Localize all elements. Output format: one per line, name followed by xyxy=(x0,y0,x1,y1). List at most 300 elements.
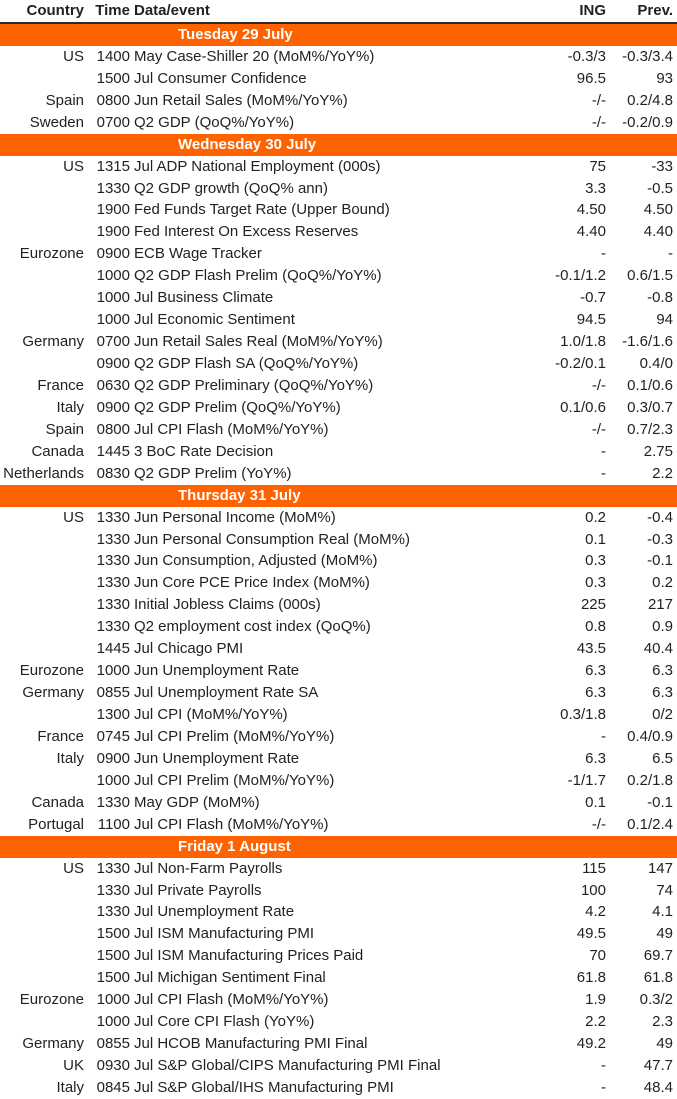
time-cell: 0830 xyxy=(96,464,130,482)
time-cell: 0900 xyxy=(96,355,130,372)
table-row xyxy=(0,945,677,967)
ing-forecast-cell: 6.3 xyxy=(585,684,606,702)
table-row xyxy=(0,880,677,902)
country-cell xyxy=(0,923,90,945)
ing-forecast-cell: -/- xyxy=(591,420,606,438)
event-cell: Jun Personal Consumption Real (MoM%) xyxy=(134,530,410,548)
country-cell xyxy=(0,967,90,989)
previous-value-cell: 6.3 xyxy=(652,684,673,702)
time-cell: 1330 xyxy=(96,903,130,921)
ing-forecast-cell: 4.40 xyxy=(576,223,606,241)
table-row xyxy=(0,265,677,287)
country-cell xyxy=(0,507,90,529)
previous-value-cell: 2.3 xyxy=(652,1013,673,1031)
time-cell: 1900 xyxy=(96,223,130,241)
time-cell: 1330 xyxy=(96,508,130,526)
ing-forecast-cell: 0.8 xyxy=(585,618,606,636)
previous-value-cell: 2.2 xyxy=(652,464,673,482)
time-cell: 0800 xyxy=(96,91,130,109)
table-row xyxy=(0,682,677,704)
table-row xyxy=(0,375,677,397)
time-cell: 1000 xyxy=(96,771,130,789)
time-cell: 1330 xyxy=(96,859,130,877)
country-cell xyxy=(0,858,90,880)
event-cell: Jul Unemployment Rate SA xyxy=(134,684,319,702)
time-cell: 0745 xyxy=(96,727,130,745)
country-cell xyxy=(0,441,90,463)
country-cell xyxy=(0,792,90,814)
ing-forecast-cell: 115 xyxy=(582,859,606,877)
previous-value-cell: 0.2 xyxy=(652,574,673,592)
table-row xyxy=(0,529,677,551)
header-row xyxy=(0,0,677,23)
event-cell: Jul Non-Farm Payrolls xyxy=(134,859,283,877)
country-cell xyxy=(0,243,90,265)
country-label: UK xyxy=(63,1057,84,1074)
table-row xyxy=(0,112,677,134)
table-row xyxy=(0,1077,677,1099)
country-label: US xyxy=(63,47,84,65)
time-cell: 1330 xyxy=(96,179,130,197)
time-cell: 1500 xyxy=(96,69,130,87)
table-row xyxy=(0,770,677,792)
table-row xyxy=(0,967,677,989)
ing-forecast-cell: -0.7 xyxy=(580,289,606,307)
country-label: Germany xyxy=(22,333,84,351)
country-cell xyxy=(0,1055,90,1077)
table-row xyxy=(0,638,677,660)
event-cell: Jul CPI Flash (MoM%/YoY%) xyxy=(134,815,329,833)
table-row xyxy=(0,923,677,945)
ing-forecast-cell: 3.3 xyxy=(585,179,606,197)
previous-value-cell: -0.1 xyxy=(647,793,673,811)
ing-forecast-cell: 6.3 xyxy=(585,662,606,680)
ing-forecast-cell: -0.3/3 xyxy=(567,47,606,65)
ing-forecast-cell: 96.5 xyxy=(576,69,606,87)
time-cell: 0700 xyxy=(96,333,130,351)
event-cell: ECB Wage Tracker xyxy=(134,245,262,263)
table-row xyxy=(0,572,677,594)
event-cell: Jun Personal Income (MoM%) xyxy=(134,508,336,526)
country-cell xyxy=(0,550,90,572)
time-cell: 1330 xyxy=(96,793,130,811)
table-row xyxy=(0,463,677,485)
country-cell xyxy=(0,353,90,375)
country-cell xyxy=(0,375,90,397)
country-cell xyxy=(0,112,90,134)
previous-value-cell: -0.3/3.4 xyxy=(622,47,673,65)
previous-value-cell: 0.4/0.9 xyxy=(627,727,673,745)
country-cell xyxy=(0,529,90,551)
day-label: Wednesday 30 July xyxy=(0,134,677,156)
country-label: Netherlands xyxy=(3,464,84,482)
previous-value-cell: 69.7 xyxy=(643,947,673,965)
time-cell: 1900 xyxy=(96,201,130,219)
table-row xyxy=(0,199,677,221)
table-row xyxy=(0,287,677,309)
time-cell: 1500 xyxy=(96,969,130,987)
table-row xyxy=(0,441,677,463)
previous-value-cell: 0.4/0 xyxy=(639,355,673,372)
table-row xyxy=(0,726,677,748)
ing-forecast-cell: -0.1/1.2 xyxy=(555,267,606,285)
country-cell xyxy=(0,880,90,902)
day-label: Tuesday 29 July xyxy=(0,23,677,46)
time-cell: 1300 xyxy=(96,706,130,723)
previous-value-cell: 48.4 xyxy=(643,1078,673,1096)
table-row xyxy=(0,397,677,419)
table-row xyxy=(0,178,677,200)
table-row xyxy=(0,331,677,353)
event-cell: Jun Retail Sales (MoM%/YoY%) xyxy=(134,91,348,109)
table-row xyxy=(0,989,677,1011)
time-cell: 1000 xyxy=(96,1013,130,1031)
previous-value-cell: 147 xyxy=(647,859,673,877)
ing-forecast-cell: - xyxy=(601,464,606,482)
time-cell: 1500 xyxy=(96,925,130,943)
country-cell xyxy=(0,156,90,178)
country-label: Canada xyxy=(31,793,84,811)
day-header-row xyxy=(0,134,677,156)
ing-forecast-cell: 1.9 xyxy=(585,991,606,1009)
previous-value-cell: 4.1 xyxy=(652,903,673,921)
country-cell xyxy=(0,594,90,616)
event-cell: Jul Private Payrolls xyxy=(134,881,262,899)
time-cell: 1100 xyxy=(97,815,130,833)
ing-forecast-cell: -/- xyxy=(591,815,606,833)
country-cell xyxy=(0,945,90,967)
previous-value-cell: 4.40 xyxy=(643,223,673,241)
country-cell xyxy=(0,309,90,331)
country-cell xyxy=(0,46,90,68)
ing-forecast-cell: 70 xyxy=(589,947,606,965)
event-cell: Jun Core PCE Price Index (MoM%) xyxy=(134,574,370,592)
time-cell: 1330 xyxy=(96,618,130,636)
time-cell: 1330 xyxy=(96,552,130,570)
country-label: Spain xyxy=(45,420,84,438)
previous-value-cell: 0.1/2.4 xyxy=(627,815,673,833)
time-cell: 0900 xyxy=(96,398,130,416)
event-cell: Jul HCOB Manufacturing PMI Final xyxy=(134,1035,368,1053)
previous-value-cell: -0.2/0.9 xyxy=(622,113,673,131)
ing-forecast-cell: -/- xyxy=(591,113,606,131)
previous-value-cell: 4.50 xyxy=(643,201,673,219)
previous-value-cell: 0.9 xyxy=(652,618,673,636)
time-cell: 1000 xyxy=(96,662,130,680)
previous-value-cell: -0.1 xyxy=(647,552,673,570)
event-cell: Q2 employment cost index (QoQ%) xyxy=(134,618,371,636)
table-row xyxy=(0,792,677,814)
event-cell: Jun Unemployment Rate xyxy=(134,749,300,767)
previous-value-cell: - xyxy=(668,245,673,263)
country-cell xyxy=(0,989,90,1011)
country-label: Eurozone xyxy=(19,662,84,680)
ing-forecast-cell: -1/1.7 xyxy=(567,771,606,789)
table-row xyxy=(0,616,677,638)
ing-forecast-cell: 1.0/1.8 xyxy=(560,333,606,351)
ing-forecast-cell: 61.8 xyxy=(576,969,606,987)
previous-value-cell: 6.3 xyxy=(652,662,673,680)
country-label: Eurozone xyxy=(19,245,84,263)
event-cell: Q2 GDP Flash Prelim (QoQ%/YoY%) xyxy=(134,267,382,285)
event-cell: Jun Retail Sales Real (MoM%/YoY%) xyxy=(134,333,383,351)
table-row xyxy=(0,353,677,375)
previous-value-cell: 49 xyxy=(656,925,673,943)
table-row xyxy=(0,46,677,68)
table-row xyxy=(0,507,677,529)
ing-forecast-cell: 49.5 xyxy=(576,925,606,943)
previous-value-cell: 217 xyxy=(647,596,673,614)
country-cell xyxy=(0,287,90,309)
event-cell: Jun Consumption, Adjusted (MoM%) xyxy=(134,552,378,570)
ing-forecast-cell: 0.3 xyxy=(585,574,606,592)
event-cell: Jul Business Climate xyxy=(134,289,274,307)
table-row xyxy=(0,704,677,726)
country-cell xyxy=(0,616,90,638)
previous-value-cell: 0.6/1.5 xyxy=(627,267,673,285)
ing-forecast-cell: 6.3 xyxy=(585,749,606,767)
table-row xyxy=(0,221,677,243)
country-label: France xyxy=(37,727,84,745)
event-cell: May GDP (MoM%) xyxy=(134,793,260,811)
country-label: US xyxy=(63,859,84,877)
previous-value-cell: 93 xyxy=(656,69,673,87)
day-header-row xyxy=(0,485,677,507)
country-cell xyxy=(0,397,90,419)
table-row xyxy=(0,901,677,923)
country-label: France xyxy=(37,376,84,394)
previous-value-cell: -33 xyxy=(651,157,673,175)
country-cell xyxy=(0,1077,90,1099)
ing-forecast-cell: 75 xyxy=(589,157,606,175)
ing-forecast-cell: 2.2 xyxy=(585,1013,606,1031)
country-cell xyxy=(0,265,90,287)
previous-value-cell: 0.3/2 xyxy=(639,991,673,1009)
country-cell xyxy=(0,901,90,923)
event-cell: Jul CPI Prelim (MoM%/YoY%) xyxy=(134,727,335,745)
country-cell xyxy=(0,682,90,704)
time-cell: 1000 xyxy=(96,267,130,285)
time-cell: 0900 xyxy=(96,749,130,767)
country-cell xyxy=(0,90,90,112)
country-label: Eurozone xyxy=(19,991,84,1009)
table-row xyxy=(0,550,677,572)
day-header-row xyxy=(0,23,677,46)
ing-forecast-cell: - xyxy=(601,245,606,263)
event-cell: Jul ADP National Employment (000s) xyxy=(134,157,381,175)
time-cell: 1330 xyxy=(96,881,130,899)
event-cell: Fed Funds Target Rate (Upper Bound) xyxy=(134,201,390,219)
time-cell: 1445 xyxy=(96,442,130,460)
time-cell: 0855 xyxy=(96,684,130,702)
time-cell: 1330 xyxy=(96,596,130,614)
previous-value-cell: 47.7 xyxy=(643,1057,673,1074)
country-label: Spain xyxy=(45,91,84,109)
country-cell xyxy=(0,463,90,485)
country-label: Sweden xyxy=(29,113,84,131)
country-cell xyxy=(0,221,90,243)
time-cell: 0700 xyxy=(96,113,130,131)
event-cell: Fed Interest On Excess Reserves xyxy=(134,223,359,241)
ing-forecast-cell: - xyxy=(601,1078,606,1096)
country-cell xyxy=(0,178,90,200)
previous-value-cell: -0.3 xyxy=(647,530,673,548)
event-cell: Q2 GDP Prelim (YoY%) xyxy=(134,464,292,482)
previous-value-cell: 0/2 xyxy=(652,706,673,723)
event-cell: Jul Michigan Sentiment Final xyxy=(134,969,326,987)
time-cell: 0930 xyxy=(96,1057,130,1074)
event-cell: Jul Unemployment Rate xyxy=(134,903,295,921)
event-cell: Jul S&P Global/IHS Manufacturing PMI xyxy=(134,1078,394,1096)
table-row xyxy=(0,1055,677,1077)
header-prev: Prev. xyxy=(612,0,677,23)
ing-forecast-cell: 225 xyxy=(580,596,606,614)
event-cell: Q2 GDP growth (QoQ% ann) xyxy=(134,179,328,197)
time-cell: 0630 xyxy=(96,376,130,394)
country-label: Canada xyxy=(31,442,84,460)
event-cell: Jul S&P Global/CIPS Manufacturing PMI Final xyxy=(134,1057,441,1074)
event-cell: Jul ISM Manufacturing PMI xyxy=(134,925,315,943)
ing-forecast-cell: -/- xyxy=(591,376,606,394)
table-row xyxy=(0,594,677,616)
country-label: Italy xyxy=(56,1078,84,1096)
ing-forecast-cell: 4.2 xyxy=(585,903,606,921)
table-row xyxy=(0,748,677,770)
ing-forecast-cell: 100 xyxy=(580,881,606,899)
ing-forecast-cell: 94.5 xyxy=(576,311,606,329)
table-row xyxy=(0,90,677,112)
ing-forecast-cell: - xyxy=(601,442,606,460)
event-cell: Jul CPI (MoM%/YoY%) xyxy=(134,706,288,723)
country-cell xyxy=(0,638,90,660)
event-cell: Jun Unemployment Rate xyxy=(134,662,300,680)
table-row xyxy=(0,1033,677,1055)
time-cell: 1400 xyxy=(96,47,130,65)
event-cell: Q2 GDP Flash SA (QoQ%/YoY%) xyxy=(134,355,359,372)
event-cell: Jul Core CPI Flash (YoY%) xyxy=(134,1013,315,1031)
day-label: Thursday 31 July xyxy=(0,485,677,507)
event-cell: Jul ISM Manufacturing Prices Paid xyxy=(134,947,364,965)
time-cell: 1330 xyxy=(96,574,130,592)
event-cell: Q2 GDP (QoQ%/YoY%) xyxy=(134,113,295,131)
country-cell xyxy=(0,726,90,748)
country-cell xyxy=(0,748,90,770)
previous-value-cell: 61.8 xyxy=(643,969,673,987)
header-country: Country xyxy=(0,0,90,23)
ing-forecast-cell: 43.5 xyxy=(576,640,606,658)
ing-forecast-cell: 0.3 xyxy=(585,552,606,570)
header-ing: ING xyxy=(545,0,612,23)
previous-value-cell: 0.3/0.7 xyxy=(627,398,673,416)
ing-forecast-cell: - xyxy=(601,1057,606,1074)
country-cell xyxy=(0,572,90,594)
ing-forecast-cell: 0.2 xyxy=(585,508,606,526)
table-row xyxy=(0,419,677,441)
country-cell xyxy=(0,419,90,441)
event-cell: Initial Jobless Claims (000s) xyxy=(134,596,321,614)
ing-forecast-cell: 4.50 xyxy=(576,201,606,219)
event-cell: Q2 GDP Preliminary (QoQ%/YoY%) xyxy=(134,376,374,394)
country-label: Germany xyxy=(22,1035,84,1053)
event-cell: Jul CPI Flash (MoM%/YoY%) xyxy=(134,420,329,438)
previous-value-cell: 40.4 xyxy=(643,640,673,658)
time-cell: 0800 xyxy=(96,420,130,438)
event-cell: Jul Consumer Confidence xyxy=(134,69,307,87)
country-label: Italy xyxy=(56,749,84,767)
country-label: Italy xyxy=(56,398,84,416)
country-cell xyxy=(0,331,90,353)
ing-forecast-cell: 0.1/0.6 xyxy=(560,398,606,416)
previous-value-cell: 0.7/2.3 xyxy=(627,420,673,438)
event-cell: May Case-Shiller 20 (MoM%/YoY%) xyxy=(134,47,375,65)
calendar-body xyxy=(0,23,677,1099)
table-row xyxy=(0,309,677,331)
country-cell xyxy=(0,199,90,221)
country-cell xyxy=(0,1033,90,1055)
time-cell: 0855 xyxy=(96,1035,130,1053)
ing-forecast-cell: -0.2/0.1 xyxy=(555,355,606,372)
table-row xyxy=(0,858,677,880)
country-label: Germany xyxy=(22,684,84,702)
country-cell xyxy=(0,660,90,682)
previous-value-cell: 6.5 xyxy=(652,749,673,767)
country-cell xyxy=(0,1011,90,1033)
ing-forecast-cell: 0.1 xyxy=(585,793,606,811)
ing-forecast-cell: - xyxy=(601,727,606,745)
event-cell: 3 BoC Rate Decision xyxy=(134,442,274,460)
event-cell: Jul CPI Prelim (MoM%/YoY%) xyxy=(134,771,335,789)
previous-value-cell: 74 xyxy=(656,881,673,899)
time-cell: 1000 xyxy=(96,991,130,1009)
previous-value-cell: 2.75 xyxy=(643,442,673,460)
previous-value-cell: 0.1/0.6 xyxy=(627,376,673,394)
event-cell: Jul Economic Sentiment xyxy=(134,311,295,329)
ing-forecast-cell: -/- xyxy=(591,91,606,109)
country-cell xyxy=(0,68,90,90)
time-cell: 1000 xyxy=(96,311,130,329)
header-event: Data/event xyxy=(132,0,545,23)
ing-forecast-cell: 0.1 xyxy=(585,530,606,548)
time-cell: 1315 xyxy=(96,157,130,175)
country-cell xyxy=(0,814,90,836)
table-row xyxy=(0,814,677,836)
previous-value-cell: 0.2/4.8 xyxy=(627,91,673,109)
country-label: Portugal xyxy=(28,815,84,833)
table-row xyxy=(0,68,677,90)
time-cell: 0845 xyxy=(96,1078,130,1096)
previous-value-cell: -1.6/1.6 xyxy=(622,333,673,351)
previous-value-cell: -0.4 xyxy=(647,508,673,526)
previous-value-cell: 49 xyxy=(656,1035,673,1053)
country-cell xyxy=(0,704,90,726)
time-cell: 1000 xyxy=(96,289,130,307)
previous-value-cell: -0.8 xyxy=(647,289,673,307)
time-cell: 1330 xyxy=(96,530,130,548)
previous-value-cell: 94 xyxy=(656,311,673,329)
day-label: Friday 1 August xyxy=(0,836,677,858)
table-row xyxy=(0,156,677,178)
event-cell: Jul CPI Flash (MoM%/YoY%) xyxy=(134,991,329,1009)
ing-forecast-cell: 0.3/1.8 xyxy=(560,706,606,723)
event-cell: Jul Chicago PMI xyxy=(134,640,244,658)
header-time: Time xyxy=(90,0,132,23)
time-cell: 1500 xyxy=(96,947,130,965)
ing-forecast-cell: 49.2 xyxy=(576,1035,606,1053)
table-row xyxy=(0,660,677,682)
table-row xyxy=(0,1011,677,1033)
previous-value-cell: -0.5 xyxy=(647,179,673,197)
table-row xyxy=(0,243,677,265)
